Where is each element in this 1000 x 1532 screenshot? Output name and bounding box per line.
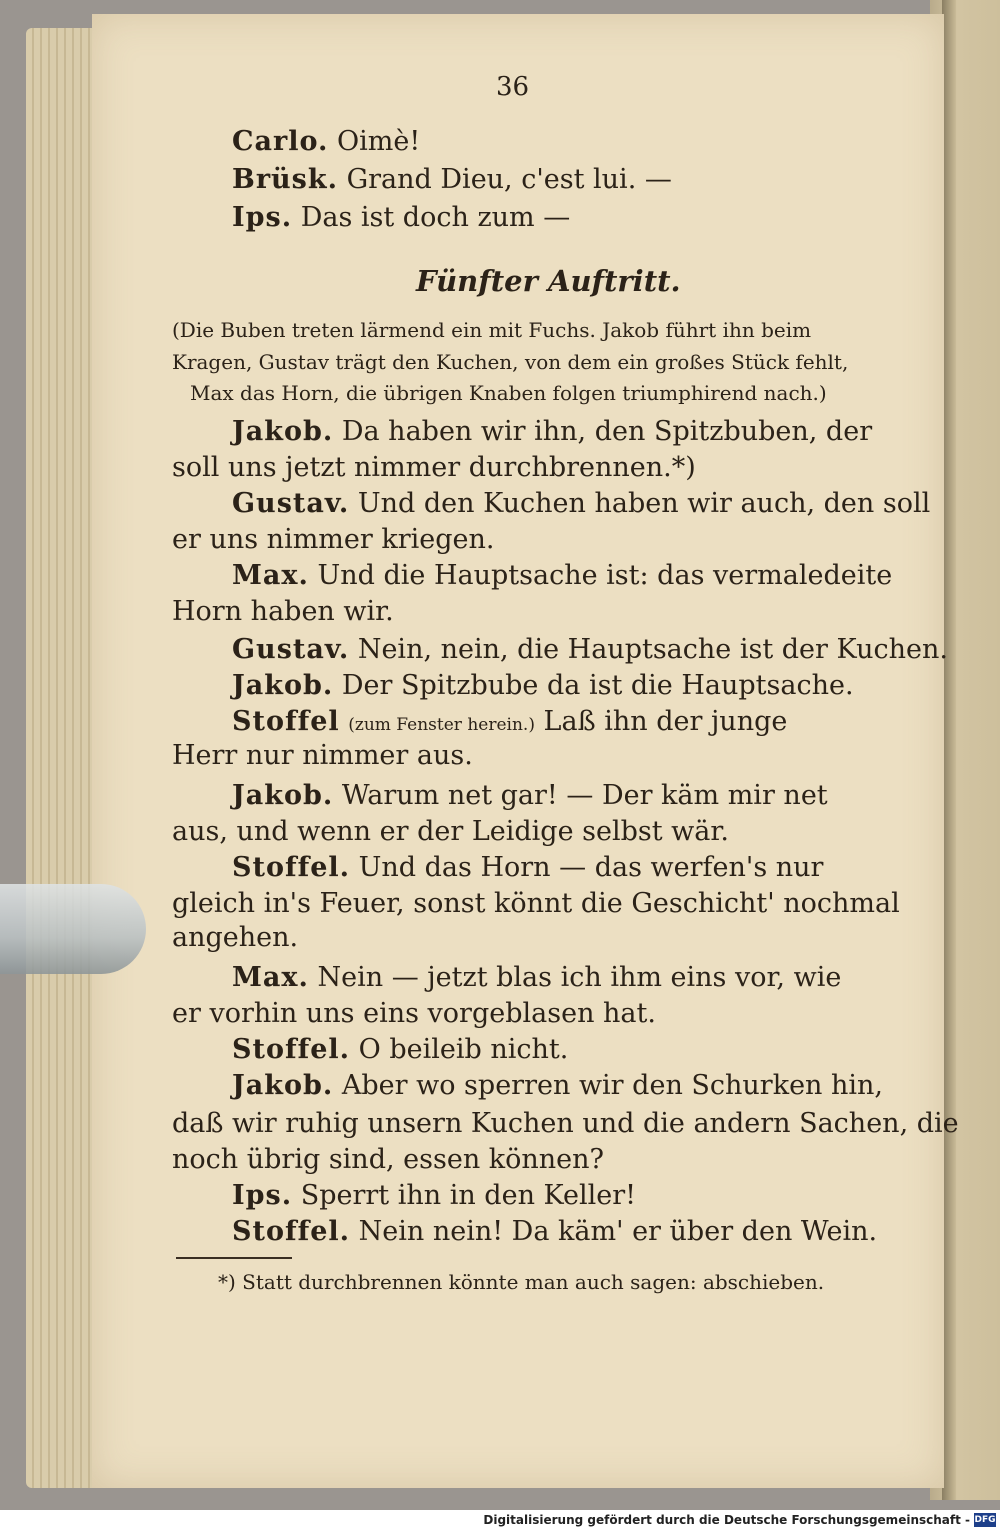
speaker-name: Ips. <box>232 1180 293 1211</box>
dialogue-continuation: noch übrig sind, essen können? <box>172 1144 605 1175</box>
speech-text: Und die Hauptsache ist: das vermaledeite <box>317 560 893 591</box>
dialogue-line <box>232 1216 877 1247</box>
dialogue-continuation: er vorhin uns eins vorgeblasen hat. <box>172 998 656 1029</box>
dialogue-line <box>232 126 420 157</box>
speech-text: Sperrt ihn in den Keller! <box>300 1180 636 1211</box>
dialogue-continuation: er uns nimmer kriegen. <box>172 524 495 555</box>
dialogue-line <box>232 634 948 665</box>
dialogue-line <box>232 1034 568 1065</box>
speaker-name: Jakob. <box>232 780 334 811</box>
dialogue-line <box>232 706 787 737</box>
speech-text: Da haben wir ihn, den Spitzbuben, der <box>341 416 873 447</box>
speech-text: Nein — jetzt blas ich ihm eins vor, wie <box>317 962 842 993</box>
bookmark-tab <box>0 884 146 974</box>
speech-text: O beileib nicht. <box>358 1034 569 1065</box>
speaker-name: Gustav. <box>232 488 350 519</box>
speaker-name: Max. <box>232 560 309 591</box>
speaker-name: Stoffel. <box>232 852 351 883</box>
speaker-name: Gustav. <box>232 634 350 665</box>
speaker-name: Max. <box>232 962 309 993</box>
speaker-name: Ips. <box>232 202 293 233</box>
speaker-name: Stoffel. <box>232 1034 351 1065</box>
speaker-name: Jakob. <box>232 416 334 447</box>
dialogue-line <box>232 488 930 519</box>
dialogue-continuation: Herr nur nimmer aus. <box>172 740 473 771</box>
dialogue-continuation: daß wir ruhig unsern Kuchen und die andern Sachen, die <box>172 1108 959 1139</box>
dialogue-line <box>232 202 570 233</box>
speech-text: Und den Kuchen haben wir auch, den soll <box>357 488 931 519</box>
dialogue-line <box>232 670 854 701</box>
dialogue-continuation: aus, und wenn er der Leidige selbst wär. <box>172 816 729 847</box>
speech-text: Nein, nein, die Hauptsache ist der Kuchen. <box>357 634 948 665</box>
footnote-divider <box>176 1257 292 1259</box>
speech-text: Warum net gar! — Der käm mir net <box>341 780 828 811</box>
gutter-shadow <box>942 0 956 1500</box>
speaker-name: Carlo. <box>232 126 329 157</box>
stage-direction-line: Max das Horn, die übrigen Knaben folgen triumphirend nach.) <box>190 381 827 405</box>
dialogue-line <box>232 852 823 883</box>
digitization-notice: Digitalisierung gefördert durch die Deutsche Forschungsgemeinschaft - <box>483 1513 970 1527</box>
speaker-name: Jakob. <box>232 670 334 701</box>
speech-text: Nein nein! Da käm' er über den Wein. <box>358 1216 878 1247</box>
dialogue-line <box>232 1180 636 1211</box>
speaker-name: Jakob. <box>232 1070 334 1101</box>
footnote: *) Statt durchbrennen könnte man auch sagen: abschieben. <box>218 1270 825 1294</box>
speech-text: Der Spitzbube da ist die Hauptsache. <box>341 670 854 701</box>
speaker-name: Brüsk. <box>232 164 338 195</box>
stage-direction-line: Kragen, Gustav trägt den Kuchen, von dem ein großes Stück fehlt, <box>172 350 849 374</box>
stage-aside: (zum Fenster herein.) <box>348 715 535 735</box>
speaker-name: Stoffel <box>232 706 340 737</box>
stage-direction-line: (Die Buben treten lärmend ein mit Fuchs. Jakob führt ihn beim <box>172 318 812 342</box>
dialogue-continuation: gleich in's Feuer, sonst könnt die Geschicht' nochmal <box>172 888 900 919</box>
dfg-logo: DFG <box>974 1515 996 1525</box>
dialogue-line <box>232 780 828 811</box>
dialogue-line <box>232 560 892 591</box>
speech-text: Und das Horn — das werfen's nur <box>358 852 824 883</box>
speaker-name: Stoffel. <box>232 1216 351 1247</box>
speech-text: Grand Dieu, c'est lui. — <box>346 164 672 195</box>
dialogue-line <box>232 416 872 447</box>
scene-heading: Fünfter Auftritt. <box>416 264 681 298</box>
speech-text: Aber wo sperren wir den Schurken hin, <box>341 1070 884 1101</box>
page-stack-edges <box>26 28 96 1488</box>
speech-text: Oimè! <box>337 126 421 157</box>
dialogue-continuation: angehen. <box>172 922 299 953</box>
speech-text: Das ist doch zum — <box>300 202 571 233</box>
dialogue-continuation: Horn haben wir. <box>172 596 394 627</box>
dialogue-line <box>232 1070 883 1101</box>
page-number: 36 <box>496 72 530 102</box>
dialogue-line <box>232 962 841 993</box>
dialogue-continuation: soll uns jetzt nimmer durchbrennen.*) <box>172 452 696 483</box>
speech-text: Laß ihn der junge <box>543 706 788 737</box>
dialogue-line <box>232 164 672 195</box>
